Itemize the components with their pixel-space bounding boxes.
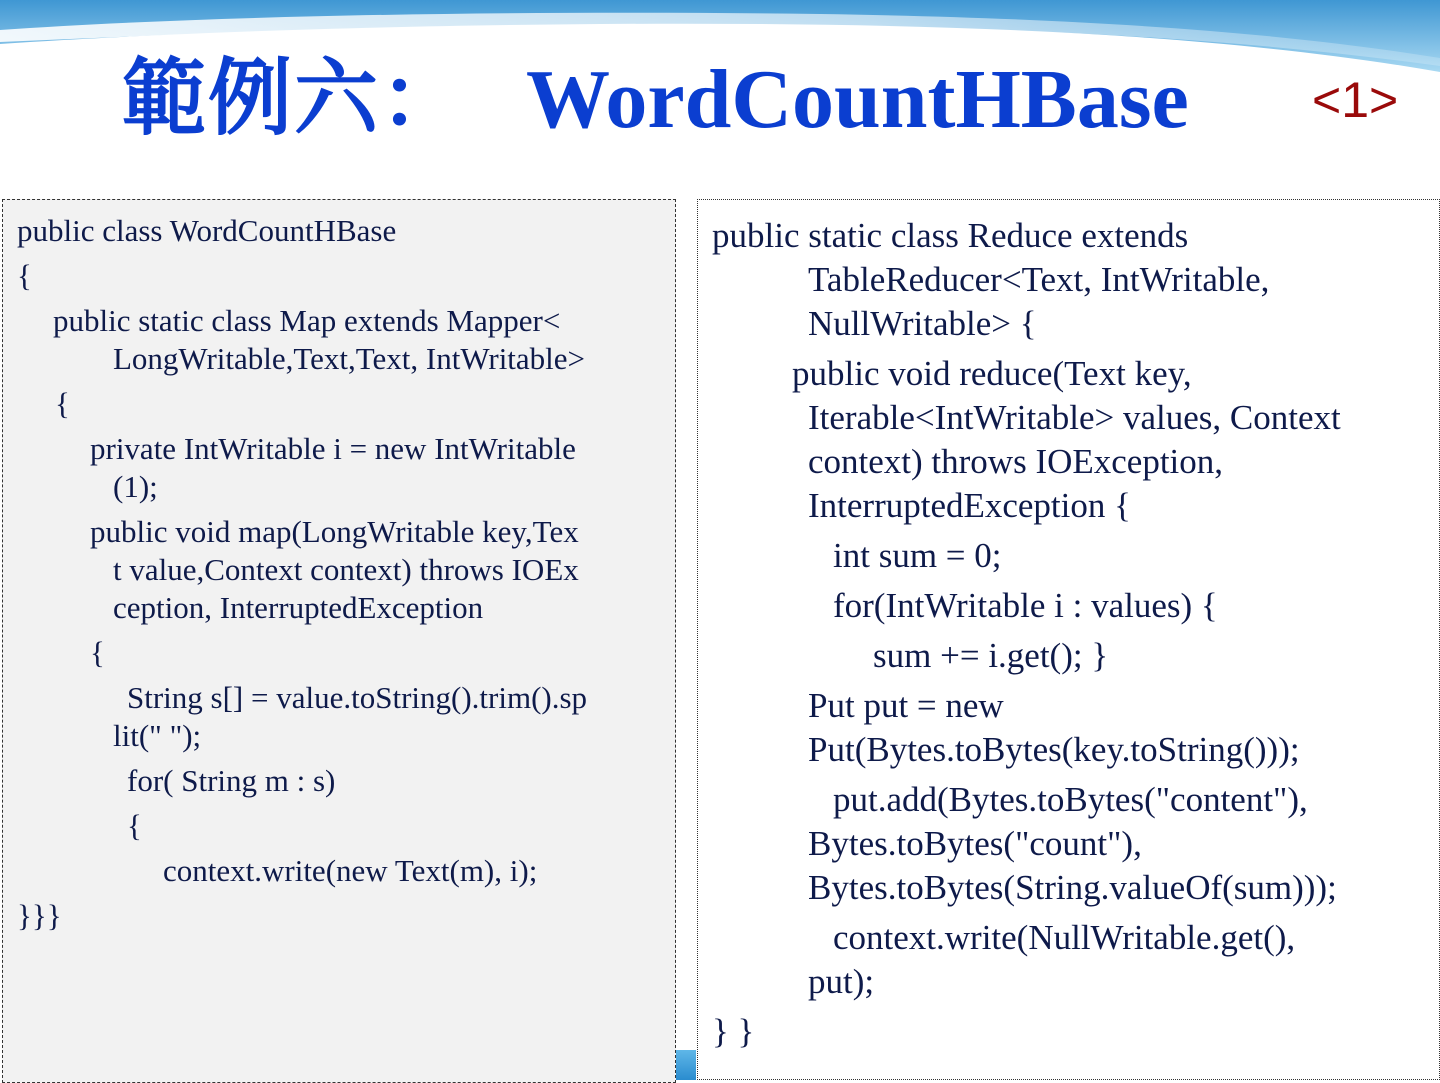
code-text: String s[] = value.toString().trim().sp — [127, 680, 588, 715]
code-line — [17, 634, 665, 672]
code-continuation: Put(Bytes.toBytes(key.toString())); — [808, 730, 1300, 769]
code-text: { — [90, 635, 105, 670]
code-text: context.write(new Text(m), i); — [163, 853, 538, 888]
code-line — [17, 852, 665, 890]
title-prefix: 範例六： — [122, 53, 467, 146]
code-line — [17, 679, 665, 755]
code-line — [712, 1010, 1429, 1054]
code-continuation: Bytes.toBytes("count"), — [808, 824, 1142, 863]
code-line — [17, 212, 665, 250]
code-continuation: TableReducer<Text, IntWritable, — [808, 260, 1270, 299]
code-text: for(IntWritable i : values) { — [833, 586, 1218, 625]
code-continuation: Bytes.toBytes(String.valueOf(sum))); — [808, 868, 1337, 907]
code-text: private IntWritable i = new IntWritable — [90, 431, 576, 466]
code-line — [17, 897, 665, 935]
page-number: <1> — [1312, 72, 1399, 128]
code-line — [17, 385, 665, 423]
code-text: public class WordCountHBase — [17, 213, 397, 248]
code-text: for( String m : s) — [127, 763, 336, 798]
code-text: Put put = new — [808, 686, 1004, 725]
code-continuation: ception, InterruptedException — [113, 590, 484, 625]
code-text: public static class Reduce extends — [712, 216, 1189, 255]
code-line — [17, 257, 665, 295]
code-continuation: put); — [808, 962, 875, 1001]
reduce-code-panel — [697, 199, 1440, 1080]
code-continuation: (1); — [113, 469, 158, 504]
code-line — [712, 584, 1429, 628]
code-text: public static class Map extends Mapper< — [53, 303, 561, 338]
code-line — [17, 302, 665, 378]
code-line — [17, 807, 665, 845]
slide-title — [122, 40, 1189, 160]
code-line — [17, 430, 665, 506]
code-text: public void reduce(Text key, — [792, 354, 1192, 393]
code-text: }}} — [17, 898, 62, 933]
code-line — [17, 762, 665, 800]
code-continuation: lit(" "); — [113, 718, 202, 753]
code-line — [712, 778, 1429, 910]
map-code-panel — [2, 199, 676, 1083]
corner-accent — [676, 1050, 696, 1080]
code-continuation: context) throws IOException, — [808, 442, 1224, 481]
code-text: int sum = 0; — [833, 536, 1002, 575]
code-line — [17, 513, 665, 627]
code-continuation: t value,Context context) throws IOEx — [113, 552, 579, 587]
code-text: public void map(LongWritable key,Tex — [90, 514, 579, 549]
code-text: put.add(Bytes.toBytes("content"), — [833, 780, 1308, 819]
code-line — [712, 634, 1429, 678]
code-line — [712, 534, 1429, 578]
code-text: { — [17, 258, 32, 293]
code-continuation: Iterable<IntWritable> values, Context — [808, 398, 1341, 437]
title-main: WordCountHBase — [526, 53, 1189, 146]
code-text: { — [55, 386, 70, 421]
code-text: sum += i.get(); } — [873, 636, 1109, 675]
code-continuation: InterruptedException { — [808, 486, 1131, 525]
code-continuation: NullWritable> { — [808, 304, 1037, 343]
code-line — [712, 214, 1429, 346]
code-continuation: LongWritable,Text,Text, IntWritable> — [113, 341, 586, 376]
code-text: context.write(NullWritable.get(), — [833, 918, 1296, 957]
code-line — [712, 916, 1429, 1004]
code-line — [712, 352, 1429, 528]
code-line — [712, 684, 1429, 772]
code-text: } } — [712, 1012, 755, 1051]
code-text: { — [127, 808, 142, 843]
